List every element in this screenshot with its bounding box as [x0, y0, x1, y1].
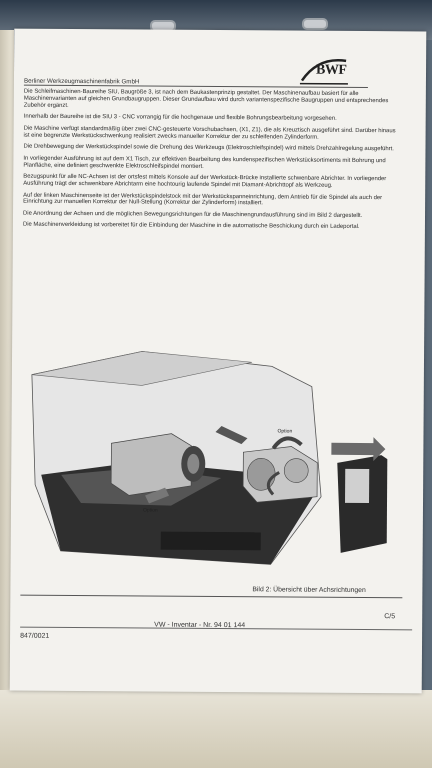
grinding-spindle — [247, 458, 275, 490]
binder-ring — [302, 18, 328, 30]
paragraph: Die Maschinenverkleidung ist vorbereitet für die Einbindung der Maschine in die automatische Beschickung durch ein Ladeportal. — [22, 222, 360, 231]
control-screen — [345, 469, 369, 503]
option-label-right: Option — [277, 428, 293, 435]
workpiece-headstock — [111, 433, 191, 496]
paragraph: Die Anordnung der Achsen und die möglichen Bewegungsrichtungen für die Maschinengrundausführung sind im Bild 2 dargestellt. — [23, 210, 363, 219]
logo-text: BWF — [315, 62, 347, 78]
paragraph: Die Maschine verfügt standardmäßig über zwei CNC-gesteuerte Vorschubachsen, (X1, Z1), die als Kreuztisch ausgeführt sind. Darüber hinaus ist eine begrenzte Werkstückschwenkung realisiert zwecks manueller Korrektur der zu schleifenden Zylinderform. — [23, 125, 396, 141]
footer-divider — [20, 627, 412, 631]
paragraph: In vorliegender Ausführung ist auf dem X1 Tisch, zur effektiven Bearbeitung des kundenspezifischen Werkstücksortiments mit Bohrung und Planfläche, eine definiert geschwenkte Elektroschleifspindel montiert. — [23, 155, 386, 170]
option-label-left: Option — [142, 507, 158, 514]
document-number: 847/0021 — [20, 632, 50, 640]
machine-illustration — [21, 345, 397, 578]
company-name: Berliner Werkzeugmaschinenfabrik GmbH — [23, 77, 140, 86]
paragraph: Innerhalb der Baureihe ist die SIU 3 - CNC vorrangig für die hochgenaue und flexible Bohrungsbearbeitung vorgesehen. — [23, 113, 337, 123]
figure-caption: Bild 2: Übersicht über Achsrichtungen — [252, 586, 366, 595]
page-number: C/5 — [384, 613, 396, 621]
inventory-number: VW - Inventar - Nr. 94 01 144 — [154, 621, 246, 630]
body-text — [23, 89, 396, 237]
paragraph: Die Drehbewegung der Werkstückspindel sowie die Drehung des Werkzeugs (Elektroschleifspindel) wird mittels Drehzahlregelung ausgeführt. — [23, 143, 394, 153]
paragraph: Die Schleifmaschinen-Baureihe SIU, Baugröße 3, ist nach dem Baukastenprinzip gestaltet. Der Maschinenaufbau basiert für alle Maschinenvarianten auf gleichen Grundbaugruppen. Dieser Grundaufbau wird durch variantenspezifische Baugruppen und entsprechendes Zubehör ergänzt. — [23, 88, 389, 109]
binder-bottom — [0, 690, 432, 768]
paragraph: Bezugspunkt für alle NC-Achsen ist der ortsfest mittels Konsole auf der Werkstück-Brücke installierte schwenbare Abrichter. In vorliegender Ausführung trägt der schwenkbare Abrichtarm eine hochtourig laufende Spindel mit Diamant-Abrichttopf als Werkzeug. — [23, 173, 387, 189]
figure-divider — [20, 595, 402, 599]
dresser — [284, 458, 308, 482]
document-page — [10, 29, 427, 694]
machine-foot — [161, 532, 261, 551]
paragraph: Auf der linken Maschinenseite ist der Werkstückspindelstock mit der Werkstückspanneinrichtung, dem Antrieb für die Spindel als auch der Einrichtung zur manuellen Korrektur der Null-Stellung (Korrektur der Zylinderform) installiert. — [23, 192, 383, 207]
